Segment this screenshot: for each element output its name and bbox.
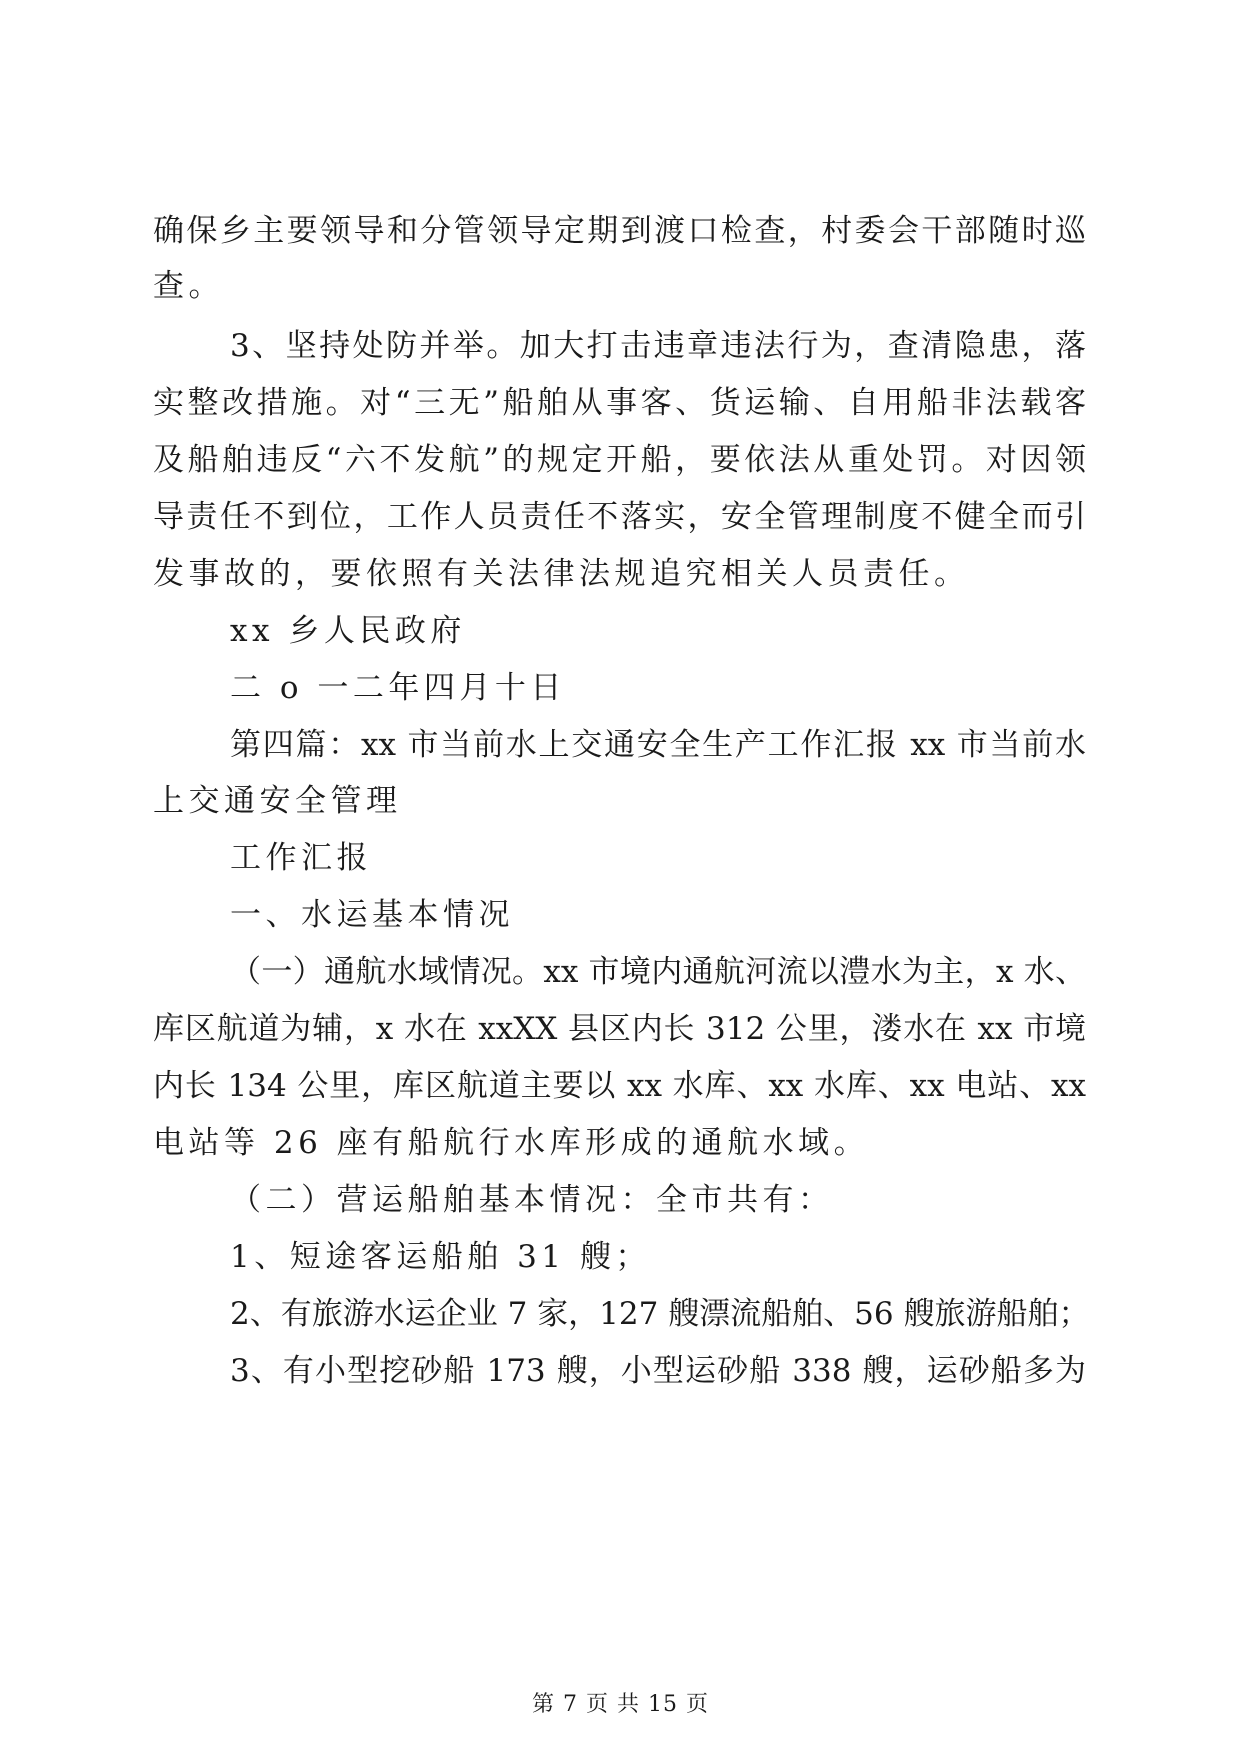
paragraph-line: 库区航道为辅，x 水在 xxXX 县区内长 312 公里，溇水在 xx 市境	[153, 1011, 1086, 1047]
paragraph-line: 实整改措施。对“三无”船舶从事客、货运输、自用船非法载客	[153, 385, 1086, 421]
list-item: 3、有小型挖砂船 173 艘，小型运砂船 338 艘，运砂船多为	[230, 1353, 1086, 1389]
paragraph-line: （一）通航水域情况。xx 市境内通航河流以澧水为主，x 水、	[230, 954, 1086, 990]
heading-line: （二）营运船舶基本情况：全市共有：	[230, 1182, 834, 1218]
section-title-line: 第四篇：xx 市当前水上交通安全生产工作汇报 xx 市当前水	[230, 727, 1086, 763]
paragraph-line: 电站等 26 座有船航行水库形成的通航水域。	[153, 1125, 870, 1161]
list-item: 2、有旅游水运企业 7 家，127 艘漂流船舶、56 艘旅游船舶；	[230, 1296, 1090, 1332]
paragraph-line: 3、坚持处防并举。加大打击违章违法行为，查清隐患，落	[230, 328, 1086, 364]
paragraph-line: 及船舶违反“六不发航”的规定开船，要依法从重处罚。对因领	[153, 442, 1086, 478]
paragraph-line: 确保乡主要领导和分管领导定期到渡口检查，村委会干部随时巡	[153, 213, 1086, 249]
paragraph-line: 导责任不到位，工作人员责任不落实，安全管理制度不健全而引	[153, 499, 1086, 535]
paragraph-line: 发事故的，要依照有关法律法规追究相关人员责任。	[153, 556, 970, 592]
signature-org: xx 乡人民政府	[230, 613, 466, 649]
list-item: 1、短途客运船舶 31 艘；	[230, 1239, 651, 1275]
signature-date: 二 o 一二年四月十日	[230, 670, 566, 706]
heading-line: 一、水运基本情况	[230, 897, 514, 933]
page-footer: 第 7 页 共 15 页	[532, 1692, 709, 1717]
heading-line: 工作汇报	[230, 840, 372, 876]
paragraph-line: 查。	[153, 268, 224, 304]
section-title-line: 上交通安全管理	[153, 783, 402, 819]
paragraph-line: 内长 134 公里，库区航道主要以 xx 水库、xx 水库、xx 电站、xx	[153, 1068, 1086, 1104]
